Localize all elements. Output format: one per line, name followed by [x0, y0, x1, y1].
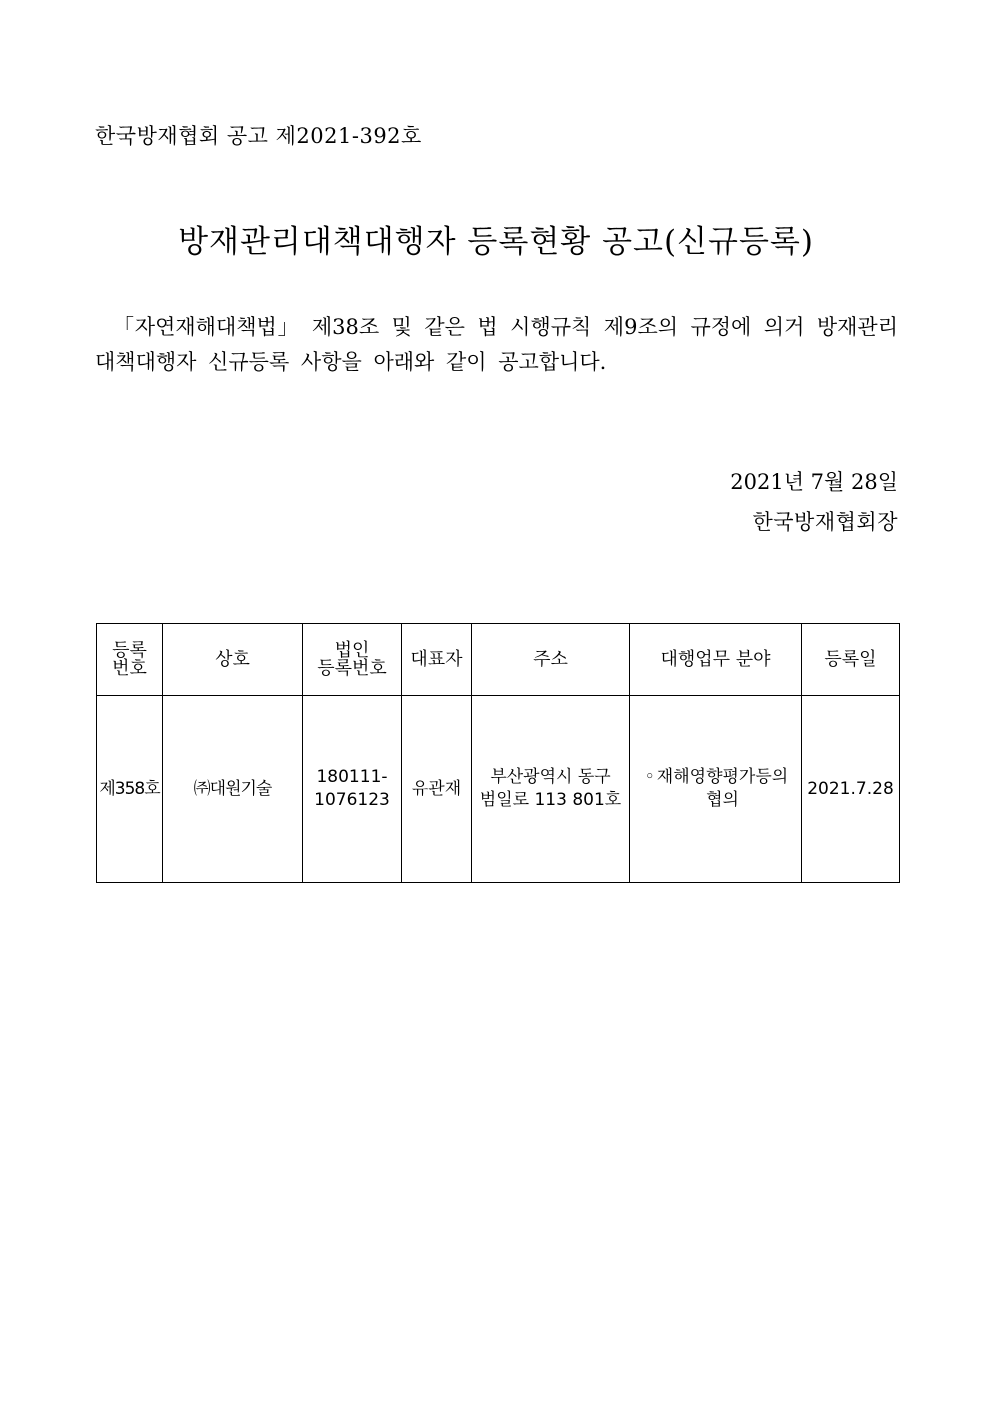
cell-field-line1: 재해영향평가등의	[656, 767, 789, 787]
signer: 한국방재협회장	[752, 510, 898, 534]
cell-address	[472, 696, 630, 883]
header-company: 상호	[163, 624, 303, 696]
header-reg-no-line2: 번호	[112, 657, 147, 679]
notice-date: 2021년 7월 28일	[730, 470, 898, 494]
cell-address-line1: 부산광역시 동구	[490, 767, 611, 787]
header-corp-no	[303, 624, 402, 696]
header-representative: 대표자	[402, 624, 472, 696]
registration-table	[96, 623, 900, 883]
cell-field-line1-wrap	[632, 766, 799, 789]
header-reg-no	[97, 624, 163, 696]
bullet-icon: ◦	[644, 767, 655, 787]
table-row	[97, 696, 900, 883]
cell-corp-no	[303, 696, 402, 883]
document-title: 방재관리대책대행자 등록현황 공고(신규등록)	[178, 224, 814, 260]
cell-reg-date: 2021.7.28	[802, 696, 900, 883]
body-paragraph: 「자연재해대책법」 제38조 및 같은 법 시행규칙 제9조의 규정에 의거 방재관리대책대행자 신규등록 사항을 아래와 같이 공고합니다.	[95, 315, 898, 374]
header-address: 주소	[472, 624, 630, 696]
header-reg-date: 등록일	[802, 624, 900, 696]
cell-field-line2: 협의	[706, 790, 739, 810]
header-corp-no-line2: 등록번호	[317, 657, 387, 679]
cell-address-line2: 범일로 113 801호	[479, 790, 622, 810]
table-header-row	[97, 624, 900, 696]
header-corp-no-line1: 법인	[334, 639, 370, 661]
cell-corp-no-line1: 180111-	[316, 767, 388, 787]
cell-representative: 유관재	[402, 696, 472, 883]
notice-number: 한국방재협회 공고 제2021-392호	[95, 124, 422, 148]
cell-field	[630, 696, 802, 883]
cell-reg-no: 제358호	[97, 696, 163, 883]
header-field: 대행업무 분야	[630, 624, 802, 696]
cell-corp-no-line2: 1076123	[314, 790, 390, 810]
cell-company: ㈜대원기술	[163, 696, 303, 883]
header-reg-no-line1: 등록	[112, 639, 147, 661]
